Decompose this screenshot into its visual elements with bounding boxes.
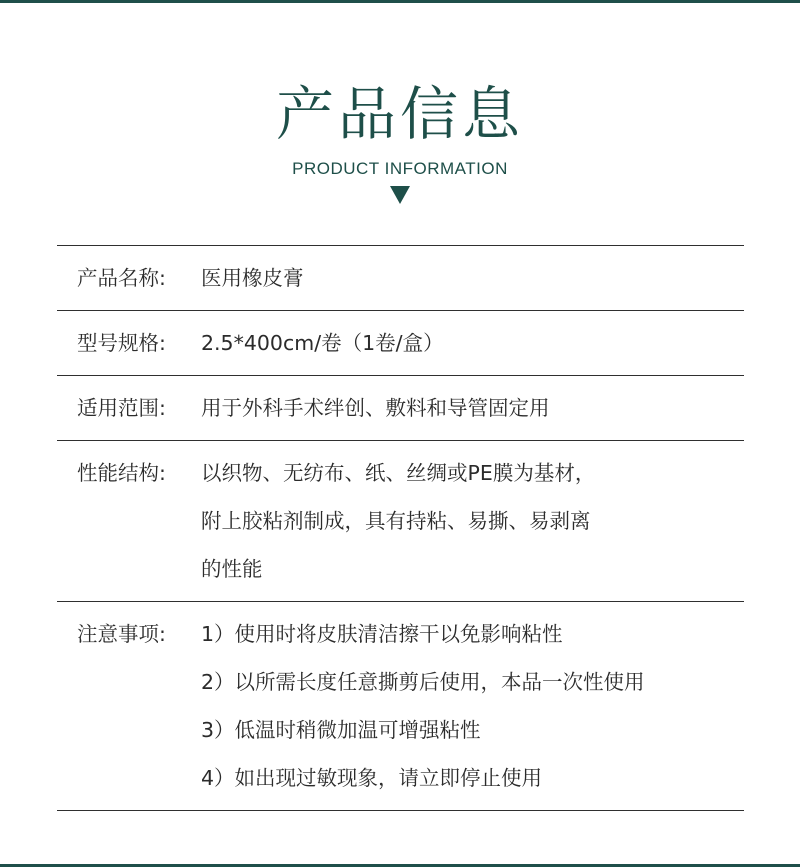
info-row-model-spec: [57, 311, 744, 375]
value-line: 以织物、无纺布、纸、丝绸或PE膜为基材，: [201, 461, 596, 485]
value-line: 4）如出现过敏现象，请立即停止使用: [201, 766, 543, 790]
value-line: 的性能: [201, 557, 263, 581]
row-value: [201, 610, 744, 802]
row-label: 产品名称:: [77, 266, 166, 290]
row-value: [201, 449, 744, 593]
page-title: 产品信息: [275, 80, 524, 148]
value-line: 用于外科手术绊创、敷料和导管固定用: [201, 396, 550, 420]
row-label: 性能结构:: [77, 461, 166, 485]
value-line: 2.5*400cm/卷（1卷/盒）: [201, 331, 444, 355]
top-border: [0, 0, 800, 3]
section-header: [0, 80, 800, 180]
row-value: [201, 319, 744, 367]
value-line: 2）以所需长度任意撕剪后使用，本品一次性使用: [201, 670, 645, 694]
info-row-structure: [57, 441, 744, 601]
page-subtitle: PRODUCT INFORMATION: [292, 159, 508, 178]
row-value: [201, 384, 744, 432]
info-row-scope: [57, 376, 744, 440]
value-line: 3）低温时稍微加温可增强粘性: [201, 718, 481, 742]
row-label: 注意事项:: [77, 622, 166, 646]
info-row-notes: [57, 602, 744, 810]
row-label: 适用范围:: [77, 396, 166, 420]
divider: [57, 810, 744, 811]
value-line: 医用橡皮膏: [201, 266, 304, 290]
row-value: [201, 254, 744, 302]
row-label: 型号规格:: [77, 331, 166, 355]
value-line: 1）使用时将皮肤清洁擦干以免影响粘性: [201, 622, 563, 646]
triangle-down-icon: [390, 186, 410, 204]
info-row-product-name: [57, 246, 744, 310]
info-table: [57, 245, 744, 811]
value-line: 附上胶粘剂制成，具有持粘、易撕、易剥离: [201, 509, 591, 533]
